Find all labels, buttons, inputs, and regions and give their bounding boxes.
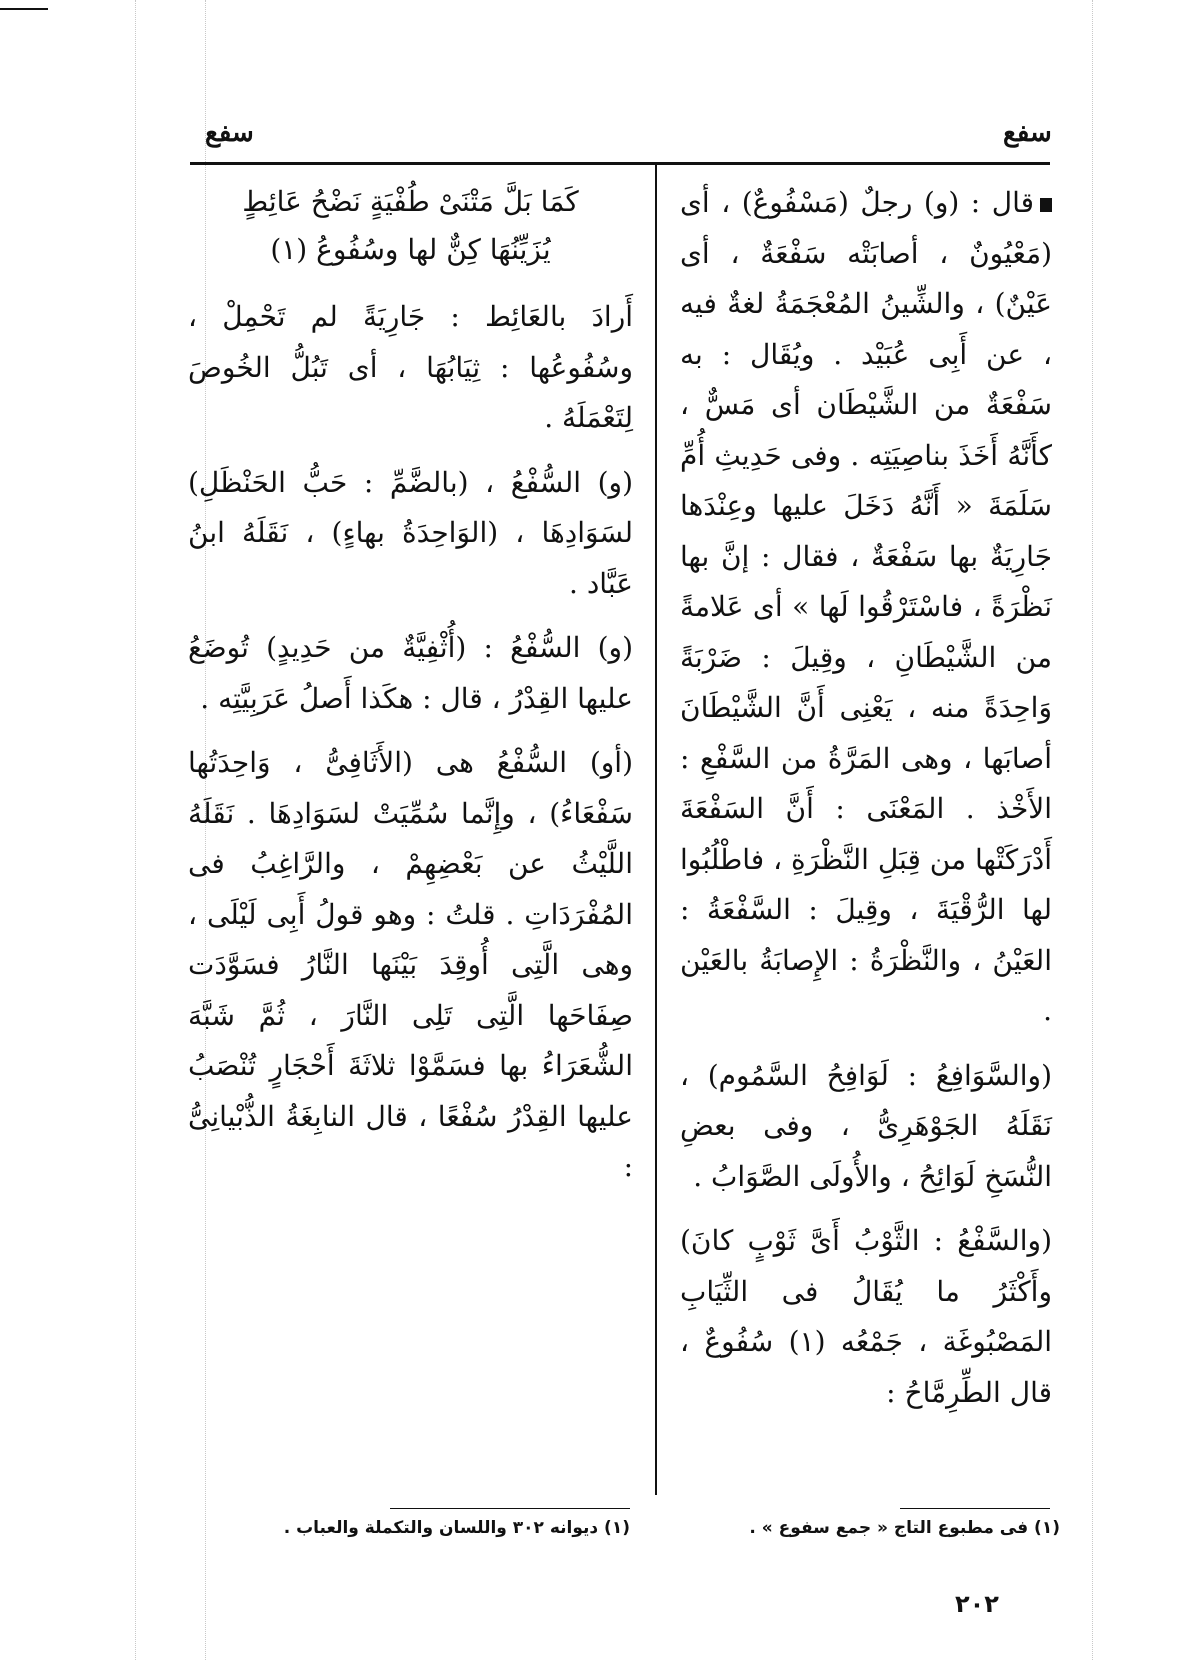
footnote-left: (١) ديوانه ٣٠٢ واللسان والتكملة والعباب . [283,1518,630,1538]
entry-paragraph: (و) السُّفْعُ ، (بالضَّمِّ : حَبُّ الحَنْظَلِ) لسَوَادِهَا ، (الوَاحِدَةُ بهاءٍ) ، نَقَلَهُ ابنُ عَبَّاد . [188,465,633,600]
entry-paragraph: (أو) السُّفْعُ هى (الأَثَافِىُّ ، وَاحِدَتُها سَفْعَاءُ) ، وإِنَّما سُمِّيَتْ لسَوَادِهَا . نَقَلَهُ اللَّيْثُ عن بَعْضِهِمْ ، والرَّاغِبُ فى المُفْرَدَاتِ . قلتُ : وهو قولُ أَبِى لَيْلَى ، وهى الَّتِى أُوقِدَ بَيْنَها النَّارُ فسَوَّدَت صِفَاحَها الَّتِى تَلِى النَّارَ ، ثُمَّ شَبَّهَ الشُّعَرَاءُ بها فسَمَّوْا ثلاثَةَ أَحْجَارٍ تُنْصَبُ عليها القِدْرُ سُفْعًا ، قال النابِغَةُ الذُّبْيانِىُّ : [188,746,633,1183]
right-column [680,178,1052,1432]
entry-paragraph: أَرادَ بالعَائِط : جَارِيَةً لم تَحْمِلْ ، وسُفُوعُها : ثِيَابُهَا ، أى تَبُلُّ الخُوصَ لِتَعْمَلَهُ . [188,300,633,434]
left-column [188,178,633,1207]
page-number: ٢٠٢ [955,1590,999,1618]
footnote-right: (١) فى مطبوع التاج « جمع سفوع » . [749,1518,1060,1538]
entry-paragraph: قال : (و) رجلٌ (مَسْفُوعٌ) ، أى (مَعْيُونٌ ، أصابَتْه سَفْعَةٌ ، أى عَيْنٌ) ، والشِّينُ المُعْجَمَةُ لغةٌ فيه ، عن أَبِى عُبَيْد . ويُقَال : به سَفْعَةٌ من الشَّيْطَان أى مَسٌّ ، كأَنَّهُ أَخَذَ بناصِيَتِه . وفى حَدِيثِ أُمِّ سَلَمَةَ « أَنَّهُ دَخَلَ عليها وعِنْدَها جَارِيَةٌ بها سَفْعَةٌ ، فقال : إنَّ بها نَظْرَةً ، فاسْتَرْقُوا لَها » أى عَلامةً من الشَّيْطَانِ ، وقِيلَ : ضَرْبَةً وَاحِدَةً منه ، يَعْنِى أَنَّ الشَّيْطَانَ أصابَها ، وهى المَرَّةُ من السَّفْعِ : الأَخْذ . المَعْنَى : أَنَّ السَفْعَةَ أَدْرَكَتْها من قِبَلِ النَّظْرَةِ ، فاطْلُبُوا لها الرُّقْيَةَ ، وقِيلَ : السَّفْعَةُ : العَيْنُ ، والنَّظْرَةُ : الإِصابَةُ بالعَيْن . [680,186,1052,1027]
running-head-right: سفع [1003,118,1052,148]
verse-hemistich-1: كَمَا بَلَّ مَتْنَىْ طُفْيَةٍ نَضْحُ عَائِطٍ [242,185,579,218]
footnote-rule [390,1508,630,1509]
entry-paragraph: (والسَّفْعُ : الثَّوْبُ أَىَّ ثَوْبٍ كانَ) وأَكْثَرُ ما يُقَالُ فى الثِّيَابِ المَصْبُوغَة ، جَمْعُه (١) سُفُوعٌ ، قال الطِّرِمَّاحُ : [680,1224,1053,1409]
corner-mark [0,8,48,10]
running-head-left: سفع [205,118,254,148]
verse-hemistich-2: يُزَيِّنُهَا كِنٌّ لها وسُفُوعُ (١) [270,233,551,266]
entry-paragraph: (والسَّوَافِعُ : لَوَافِحُ السَّمُوم) ، نَقَلَهُ الجَوْهَرِىُّ ، وفى بعضِ النُّسَخِ لَوَائِحُ ، والأُولَى الصَّوَابُ . [680,1058,1052,1193]
header-rule [190,162,1050,165]
footnote-rule [900,1508,1050,1509]
scan-artifact-line [1092,0,1093,1660]
column-divider [655,165,657,1495]
poetry-verse [188,178,633,274]
entry-paragraph: (و) السُّفْعُ : (أُثْفِيَّةٌ من حَدِيدٍ) تُوضَعُ عليها القِدْرُ ، قال : هكَذا أَصلُ عَرَبِيَّتِه . [188,631,633,715]
scan-artifact-line [135,0,136,1660]
section-marker-icon [1040,198,1052,212]
